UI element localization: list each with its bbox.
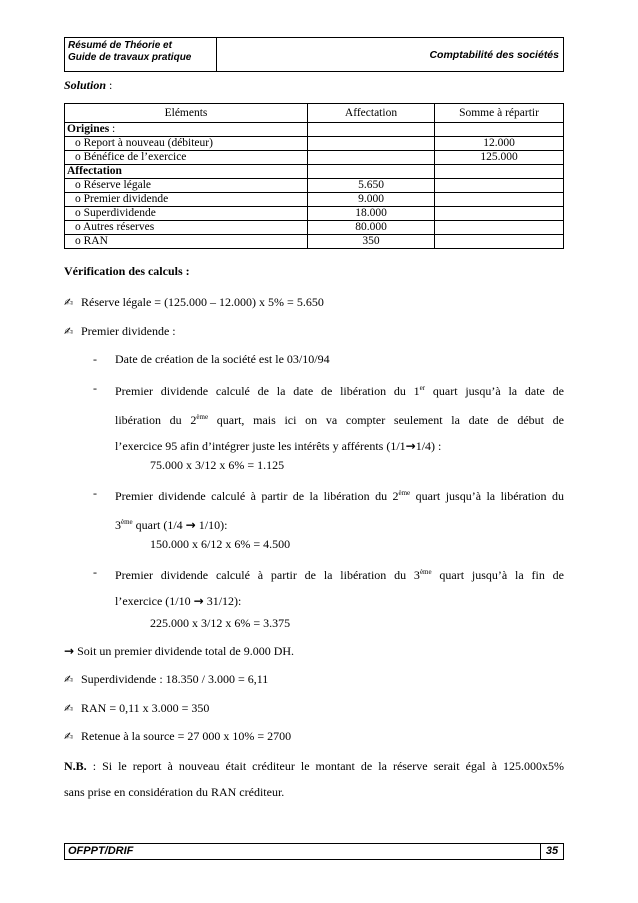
para-troisieme-quart: Premier dividende calculé à partir de la libération du 3ème quart jusqu’à la fin de l’exercice (1/10 → 31/12): [115, 568, 564, 608]
arrow-icon: → [185, 518, 196, 532]
table-row [65, 123, 564, 137]
solution-colon: : [106, 78, 113, 92]
para-premier-quart: Premier dividende calculé de la date de libération du 1er quart jusqu’à la date de libération du 2ème quart, mais ici on va compter seulement la date de début de l’exercice 95 afin d’intégrer juste les intérêts y afférents (1/1→1/4) : [115, 384, 564, 453]
table-header-row [65, 104, 564, 123]
premier-text: Premier dividende : [81, 324, 176, 338]
header-right: Comptabilité des sociétés [429, 48, 559, 61]
row-affectation: 80.000 [308, 221, 435, 235]
page-footer [64, 843, 564, 860]
formula-1: 75.000 x 3/12 x 6% = 1.125 [150, 458, 285, 472]
page-header [64, 37, 564, 72]
solution-heading [64, 78, 112, 93]
row-affectation [308, 137, 435, 151]
row-label: o Réserve légale [67, 179, 151, 191]
total-text: Soit un premier dividende total de 9.000 DH. [74, 644, 295, 658]
arrow-icon: → [64, 644, 75, 658]
table-row [65, 207, 564, 221]
row-label: o RAN [67, 235, 108, 247]
line-reserve-legale [64, 296, 564, 309]
arrow-icon: → [405, 439, 416, 453]
hand-writing-icon: ✍ [64, 730, 74, 743]
page-number: 35 [540, 844, 563, 859]
affectation-label: Affectation [67, 165, 122, 177]
hand-writing-icon: ✍ [64, 702, 74, 715]
table-row [65, 137, 564, 151]
line-retenue [64, 730, 564, 743]
row-label: o Bénéfice de l’exercice [67, 151, 186, 163]
para-deuxieme-quart: Premier dividende calculé à partir de la libération du 2ème quart jusqu’à la libération du 3ème quart (1/4 → 1/10): [115, 489, 564, 532]
hand-writing-icon: ✍ [64, 325, 74, 338]
para-date-creation: Date de création de la société est le 03/10/94 [115, 352, 330, 366]
col-header-somme: Somme à répartir [435, 104, 564, 123]
row-somme [435, 221, 564, 235]
row-affectation: 9.000 [308, 193, 435, 207]
table-row [65, 193, 564, 207]
col-header-elements: Eléments [65, 104, 308, 123]
row-somme: 12.000 [435, 137, 564, 151]
origines-label-cell [65, 123, 308, 137]
row-affectation: 18.000 [308, 207, 435, 221]
ran-text: RAN = 0,11 x 3.000 = 350 [81, 701, 210, 715]
table-row [65, 151, 564, 165]
row-somme [435, 207, 564, 221]
dash-marker: - [93, 352, 97, 366]
solution-label: Solution [64, 78, 107, 92]
table-row [65, 165, 564, 179]
formula-2: 150.000 x 6/12 x 6% = 4.500 [150, 537, 291, 551]
note-nb: N.B. : Si le report à nouveau était créditeur le montant de la réserve serait égal à 125.000x5% sans prise en considération du RAN créditeur. [64, 759, 564, 799]
table-row [65, 179, 564, 193]
footer-left: OFPPT/DRIF [68, 845, 134, 857]
dash-marker: - [93, 486, 97, 500]
arrow-icon: → [193, 594, 204, 608]
super-text: Superdividende : 18.350 / 3.000 = 6,11 [81, 672, 269, 686]
formula-3: 225.000 x 3/12 x 6% = 3.375 [150, 616, 291, 630]
dash-marker: - [93, 381, 97, 395]
verification-title: Vérification des calculs : [64, 264, 190, 278]
row-label: o Premier dividende [67, 193, 168, 205]
hand-writing-icon: ✍ [64, 296, 74, 309]
header-left [65, 38, 217, 71]
header-left-line1: Résumé de Théorie et [68, 40, 172, 51]
row-somme [435, 179, 564, 193]
line-superdividende [64, 673, 564, 686]
row-somme: 125.000 [435, 151, 564, 165]
retenue-text: Retenue à la source = 27 000 x 10% = 2700 [81, 729, 292, 743]
row-somme [435, 193, 564, 207]
row-affectation [308, 151, 435, 165]
row-affectation: 5.650 [308, 179, 435, 193]
row-label: o Autres réserves [67, 221, 154, 233]
reserve-text: Réserve légale = (125.000 – 12.000) x 5% = 5.650 [81, 295, 324, 309]
origines-label: Origines [67, 123, 110, 135]
col-header-affectation: Affectation [308, 104, 435, 123]
nb-label: N.B. [64, 759, 87, 773]
origines-colon: : [109, 123, 116, 135]
table-row [65, 221, 564, 235]
row-label: o Superdividende [67, 207, 156, 219]
header-left-line2: Guide de travaux pratique [68, 52, 192, 63]
line-premier-dividende [64, 325, 564, 338]
table-row [65, 235, 564, 249]
hand-writing-icon: ✍ [64, 673, 74, 686]
row-label: o Report à nouveau (débiteur) [67, 137, 213, 149]
row-affectation: 350 [308, 235, 435, 249]
affectation-table [64, 103, 564, 249]
line-ran [64, 702, 564, 715]
line-total [64, 645, 564, 658]
row-somme [435, 235, 564, 249]
dash-marker: - [93, 565, 97, 579]
